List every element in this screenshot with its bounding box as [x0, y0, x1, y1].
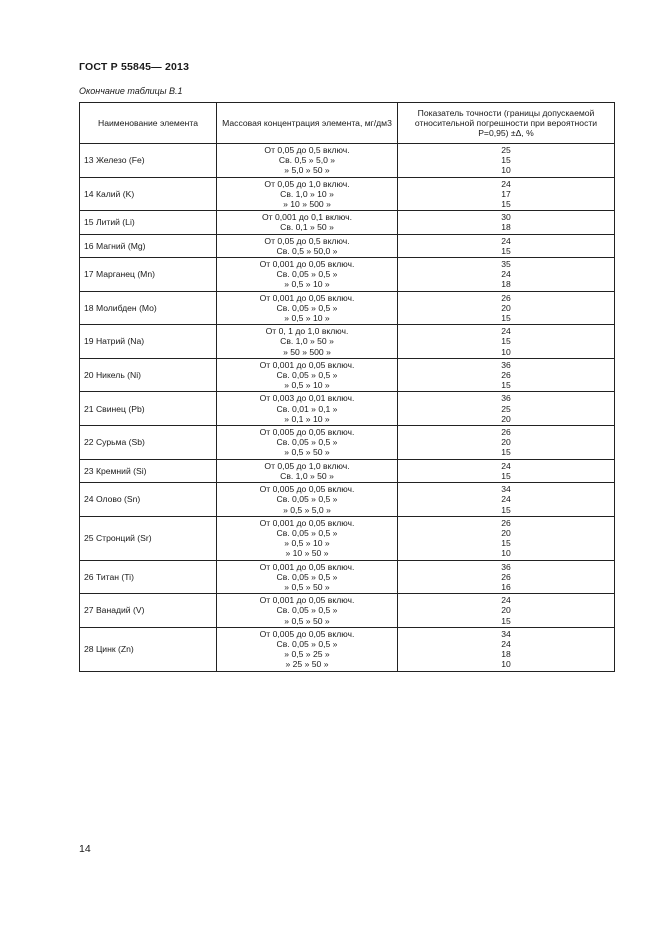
element-name-cell: 16 Магний (Mg) — [80, 234, 217, 257]
accuracy-value: 25 — [501, 403, 511, 414]
accuracy-value: 36 — [501, 561, 511, 572]
element-name-cell: 24 Олово (Sn) — [80, 483, 217, 517]
column-header-accuracy: Показатель точности (границы допускаемой относительной погрешности при вероятности P=0,95) ±Δ, % — [398, 103, 615, 144]
element-name-cell: 13 Железо (Fe) — [80, 144, 217, 178]
accuracy-value: 18 — [501, 222, 511, 233]
concentration-range-line: » 5,0 » 50 » — [284, 165, 330, 176]
table-row — [80, 325, 615, 359]
concentration-range-line: От 0,003 до 0,01 включ. — [259, 393, 355, 404]
element-name-cell: 20 Никель (Ni) — [80, 358, 217, 392]
concentration-range-line: От 0, 1 до 1,0 включ. — [265, 326, 349, 337]
column-header-element: Наименование элемента — [80, 103, 217, 144]
element-name-cell: 23 Кремний (Si) — [80, 459, 217, 482]
accuracy-value: 15 — [501, 538, 511, 549]
accuracy-value: 34 — [501, 484, 511, 495]
column-header-concentration: Массовая концентрация элемента, мг/дм3 — [217, 103, 398, 144]
accuracy-cell — [398, 325, 615, 359]
concentration-range-line: » 0,5 » 50 » — [284, 581, 330, 592]
table-row — [80, 560, 615, 594]
concentration-range-line: От 0,001 до 0,05 включ. — [259, 595, 355, 606]
concentration-range-line: От 0,05 до 1,0 включ. — [264, 178, 350, 189]
concentration-range-line: » 0,5 » 5,0 » — [283, 504, 331, 515]
accuracy-value: 15 — [501, 380, 511, 391]
element-name-cell: 18 Молибден (Mo) — [80, 291, 217, 325]
accuracy-value: 15 — [501, 313, 511, 324]
accuracy-value: 15 — [501, 504, 511, 515]
element-name-cell: 21 Свинец (Pb) — [80, 392, 217, 426]
concentration-range-line: » 10 » 50 » — [285, 548, 329, 559]
accuracy-value: 15 — [501, 447, 511, 458]
concentration-range-line: Св. 0,05 » 0,5 » — [276, 302, 338, 313]
concentration-range-cell — [217, 459, 398, 482]
concentration-range-cell — [217, 177, 398, 211]
concentration-range-cell — [217, 426, 398, 460]
accuracy-value: 24 — [501, 460, 511, 471]
concentration-range-line: » 50 » 500 » — [283, 346, 331, 357]
element-name-cell: 14 Калий (K) — [80, 177, 217, 211]
accuracy-value: 20 — [501, 302, 511, 313]
element-name-cell: 15 Литий (Li) — [80, 211, 217, 234]
concentration-range-cell — [217, 358, 398, 392]
concentration-range-line: Св. 0,01 » 0,1 » — [276, 403, 338, 414]
concentration-range-line: » 10 » 500 » — [283, 199, 331, 210]
document-code: ГОСТ Р 55845— 2013 — [79, 61, 190, 73]
accuracy-value: 26 — [501, 571, 511, 582]
table-row — [80, 211, 615, 234]
data-table — [79, 102, 615, 672]
concentration-range-line: Св. 0,5 » 50,0 » — [276, 245, 338, 256]
concentration-range-line: Св. 0,05 » 0,5 » — [276, 437, 338, 448]
concentration-range-line: От 0,005 до 0,05 включ. — [259, 628, 355, 639]
accuracy-value: 24 — [501, 178, 511, 189]
concentration-range-line: » 0,5 » 10 » — [284, 279, 330, 290]
table-row — [80, 234, 615, 257]
table-row — [80, 627, 615, 671]
concentration-range-line: От 0,001 до 0,05 включ. — [259, 292, 355, 303]
concentration-range-line: От 0,001 до 0,1 включ. — [262, 212, 352, 223]
accuracy-cell — [398, 144, 615, 178]
concentration-range-line: Св. 1,0 » 50 » — [280, 470, 334, 481]
table-row — [80, 177, 615, 211]
accuracy-value: 26 — [501, 370, 511, 381]
accuracy-value: 15 — [501, 245, 511, 256]
table-header-row — [80, 103, 615, 144]
accuracy-value: 18 — [501, 649, 511, 660]
concentration-range-cell — [217, 258, 398, 292]
table-row — [80, 291, 615, 325]
concentration-range-line: » 0,1 » 10 » — [284, 413, 330, 424]
accuracy-value: 24 — [501, 638, 511, 649]
accuracy-value: 18 — [501, 279, 511, 290]
accuracy-cell — [398, 627, 615, 671]
concentration-range-line: » 0,5 » 50 » — [284, 615, 330, 626]
concentration-range-line: Св. 0,5 » 5,0 » — [278, 155, 336, 166]
concentration-range-line: От 0,001 до 0,05 включ. — [259, 561, 355, 572]
concentration-range-line: » 25 » 50 » — [285, 659, 329, 670]
table-row — [80, 144, 615, 178]
concentration-range-cell — [217, 234, 398, 257]
accuracy-value: 15 — [501, 336, 511, 347]
element-name-cell: 22 Сурьма (Sb) — [80, 426, 217, 460]
accuracy-value: 10 — [501, 346, 511, 357]
concentration-range-line: От 0,05 до 1,0 включ. — [264, 460, 350, 471]
accuracy-cell — [398, 594, 615, 628]
accuracy-value: 35 — [501, 259, 511, 270]
accuracy-value: 20 — [501, 437, 511, 448]
concentration-range-line: Св. 0,05 » 0,5 » — [276, 370, 338, 381]
table-row — [80, 392, 615, 426]
table-row — [80, 426, 615, 460]
element-name-cell: 26 Титан (Ti) — [80, 560, 217, 594]
table-row — [80, 358, 615, 392]
accuracy-value: 15 — [501, 615, 511, 626]
accuracy-value: 24 — [501, 494, 511, 505]
concentration-range-line: » 0,5 » 10 » — [284, 380, 330, 391]
accuracy-value: 17 — [501, 188, 511, 199]
element-name-cell: 25 Стронций (Sr) — [80, 516, 217, 560]
table-row — [80, 516, 615, 560]
table-row — [80, 483, 615, 517]
accuracy-value: 24 — [501, 595, 511, 606]
accuracy-cell — [398, 291, 615, 325]
concentration-range-line: От 0,005 до 0,05 включ. — [259, 427, 355, 438]
concentration-range-cell — [217, 594, 398, 628]
concentration-range-line: » 0,5 » 25 » — [284, 649, 330, 660]
element-name-cell: 19 Натрий (Na) — [80, 325, 217, 359]
concentration-range-line: » 0,5 » 10 » — [284, 313, 330, 324]
element-name-cell: 17 Марганец (Mn) — [80, 258, 217, 292]
concentration-range-line: Св. 0,05 » 0,5 » — [276, 269, 338, 280]
concentration-range-cell — [217, 516, 398, 560]
concentration-range-line: Св. 0,05 » 0,5 » — [276, 638, 338, 649]
concentration-range-line: » 0,5 » 50 » — [284, 447, 330, 458]
concentration-range-line: Св. 1,0 » 10 » — [280, 188, 334, 199]
concentration-range-line: » 0,5 » 10 » — [284, 538, 330, 549]
accuracy-cell — [398, 358, 615, 392]
accuracy-value: 26 — [501, 292, 511, 303]
accuracy-value: 20 — [501, 413, 511, 424]
table-row — [80, 258, 615, 292]
concentration-range-cell — [217, 483, 398, 517]
accuracy-value: 26 — [501, 427, 511, 438]
concentration-range-line: Св. 0,05 » 0,5 » — [276, 605, 338, 616]
accuracy-value: 10 — [501, 548, 511, 559]
accuracy-cell — [398, 483, 615, 517]
accuracy-value: 36 — [501, 393, 511, 404]
concentration-range-line: От 0,005 до 0,05 включ. — [259, 484, 355, 495]
concentration-range-line: Св. 0,05 » 0,5 » — [276, 494, 338, 505]
accuracy-value: 15 — [501, 155, 511, 166]
concentration-range-cell — [217, 325, 398, 359]
accuracy-cell — [398, 211, 615, 234]
accuracy-cell — [398, 234, 615, 257]
accuracy-cell — [398, 258, 615, 292]
concentration-range-line: От 0,001 до 0,05 включ. — [259, 517, 355, 528]
concentration-range-cell — [217, 144, 398, 178]
concentration-range-line: Св. 0,1 » 50 » — [280, 222, 334, 233]
accuracy-value: 26 — [501, 517, 511, 528]
accuracy-value: 15 — [501, 470, 511, 481]
accuracy-value: 24 — [501, 235, 511, 246]
concentration-range-cell — [217, 560, 398, 594]
concentration-range-line: От 0,001 до 0,05 включ. — [259, 359, 355, 370]
accuracy-cell — [398, 560, 615, 594]
table-row — [80, 459, 615, 482]
concentration-range-line: Св. 0,05 » 0,5 » — [276, 527, 338, 538]
concentration-range-cell — [217, 291, 398, 325]
concentration-range-line: Св. 0,05 » 0,5 » — [276, 571, 338, 582]
accuracy-cell — [398, 516, 615, 560]
accuracy-value: 30 — [501, 212, 511, 223]
element-name-cell: 28 Цинк (Zn) — [80, 627, 217, 671]
concentration-range-line: Св. 1,0 » 50 » — [280, 336, 334, 347]
page-number: 14 — [79, 843, 91, 855]
accuracy-cell — [398, 459, 615, 482]
concentration-range-cell — [217, 392, 398, 426]
accuracy-value: 34 — [501, 628, 511, 639]
accuracy-value: 16 — [501, 581, 511, 592]
concentration-range-cell — [217, 211, 398, 234]
accuracy-value: 20 — [501, 605, 511, 616]
concentration-range-line: От 0,05 до 0,5 включ. — [264, 235, 350, 246]
accuracy-value: 25 — [501, 145, 511, 155]
accuracy-cell — [398, 392, 615, 426]
table-caption: Окончание таблицы В.1 — [79, 86, 183, 96]
concentration-range-cell — [217, 627, 398, 671]
table-row — [80, 594, 615, 628]
accuracy-value: 15 — [501, 199, 511, 210]
accuracy-value: 24 — [501, 269, 511, 280]
accuracy-value: 10 — [501, 165, 511, 176]
accuracy-value: 36 — [501, 359, 511, 370]
accuracy-value: 20 — [501, 527, 511, 538]
accuracy-cell — [398, 426, 615, 460]
concentration-range-line: От 0,001 до 0,05 включ. — [259, 259, 355, 270]
accuracy-value: 24 — [501, 326, 511, 337]
concentration-range-line: От 0,05 до 0,5 включ. — [264, 145, 350, 155]
element-name-cell: 27 Ванадий (V) — [80, 594, 217, 628]
accuracy-value: 10 — [501, 659, 511, 670]
accuracy-cell — [398, 177, 615, 211]
